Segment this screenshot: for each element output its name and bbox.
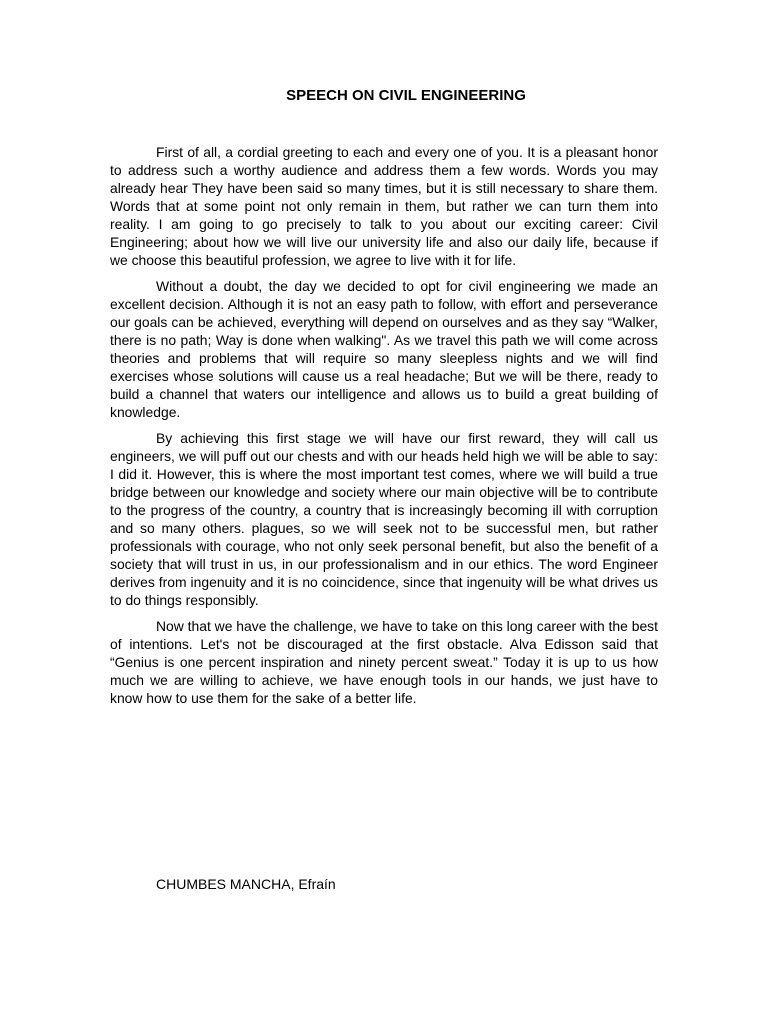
paragraph-3: By achieving this first stage we will have our first reward, they will call us engineers, we will puff out our chests and with our heads held high we will be able to say: I did it. However, this is where the most important test comes, where we will build a true bridge between our knowledge and society where our main objective will be to contribute to the progress of the country, a country that is increasingly becoming ill with corruption and so many others. plagues, so we will seek not to be successful men, but rather professionals with courage, who not only seek personal benefit, but also the benefit of a society that will trust in us, in our professionalism and in our ethics. The word Engineer derives from ingenuity and it is no coincidence, since that ingenuity will be what drives us to do things responsibly.: [110, 430, 658, 608]
paragraph-4: Now that we have the challenge, we have to take on this long career with the best of intentions. Let's not be discouraged at the first obstacle. Alva Edisson said that “Genius is one percent inspiration and ninety percent sweat.” Today it is up to us how much we are willing to achieve, we have enough tools in our hands, we just have to know how to use them for the sake of a better life.: [110, 618, 658, 706]
document-title: SPEECH ON CIVIL ENGINEERING: [286, 87, 526, 104]
author-signature: CHUMBES MANCHA, Efraín: [156, 876, 336, 892]
document-body: [110, 143, 658, 715]
paragraph-1: First of all, a cordial greeting to each and every one of you. It is a pleasant honor to address such a worthy audience and address them a few words. Words you may already hear They have been said so many times, but it is still necessary to share them. Words that at some point not only remain in them, but rather we can turn them into reality. I am going to go precisely to talk to you about our exciting career: Civil Engineering; about how we will live our university life and also our daily life, because if we choose this beautiful profession, we agree to live with it for life.: [110, 144, 658, 268]
paragraph-2: Without a doubt, the day we decided to opt for civil engineering we made an excellent decision. Although it is not an easy path to follow, with effort and perseverance our goals can be achieved, everything will depend on ourselves and as they say “Walker, there is no path; Way is done when walking". As we travel this path we will come across theories and problems that will require so many sleepless nights and we will find exercises whose solutions will cause us a real headache; But we will be there, ready to build a channel that waters our intelligence and allows us to build a great building of knowledge.: [110, 278, 658, 420]
